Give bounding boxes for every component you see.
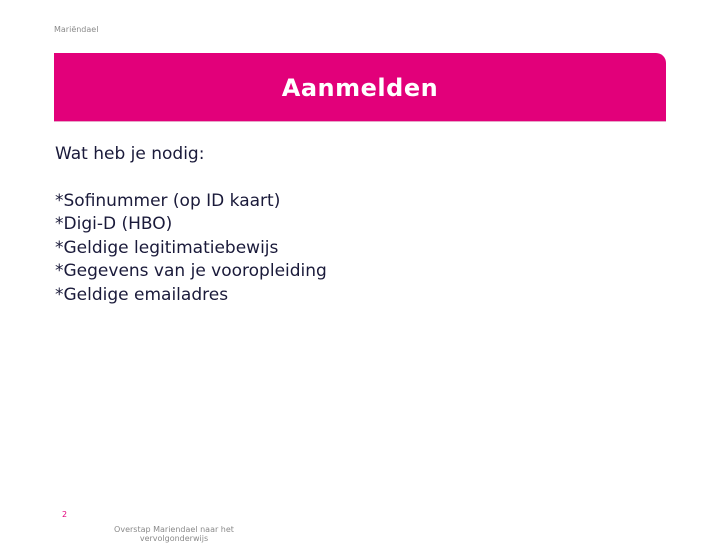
list-item: *Geldige emailadres: [55, 284, 229, 305]
footer-text: Overstap Mariendael naar het vervolgonderwijs: [114, 525, 234, 543]
requirements-list: [55, 190, 327, 308]
brand-label: Mariëndael: [54, 25, 99, 34]
list-item: *Digi-D (HBO): [55, 214, 173, 234]
list-item: *Gegevens van je vooropleiding: [55, 261, 327, 281]
intro-text: Wat heb je nodig:: [55, 144, 205, 164]
title-divider: [54, 121, 666, 122]
slide-body: [55, 143, 327, 307]
list-item: *Geldige legitimatiebewijs: [55, 237, 279, 258]
slide-number: 2: [62, 510, 68, 519]
slide-title: Aanmelden: [281, 74, 439, 102]
list-item: *Sofinummer (op ID kaart): [55, 190, 281, 211]
